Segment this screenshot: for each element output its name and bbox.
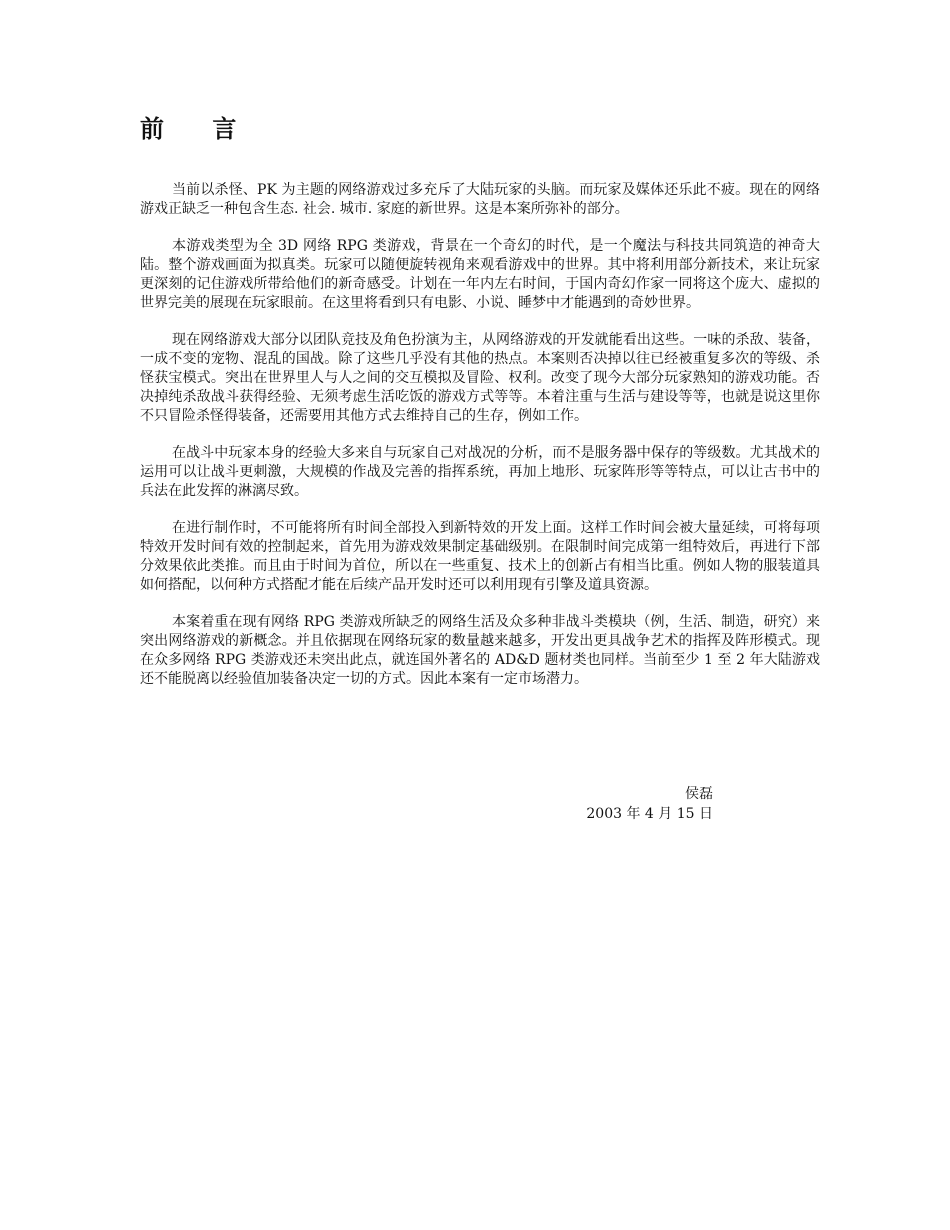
paragraph: 现在网络游戏大部分以团队竞技及角色扮演为主，从网络游戏的开发就能看出这些。一味的杀敌、装备，一成不变的宠物、混乱的国战。除了这些几乎没有其他的热点。本案则否决掉以往已经被重复多次的等级、杀怪获宝模式。突出在世界里人与人之间的交互模拟及冒险、权利。改变了现今大部分玩家熟知的游戏功能。否决掉纯杀敌战斗获得经验、无须考虑生活吃饭的游戏方式等等。本着注重与生活与建设等等，也就是说这里你不只冒险杀怪得装备，还需要用其他方式去维持自己的生存，例如工作。 [140,332,820,424]
author-name: 侯磊 [685,786,713,802]
signature-date: 2003 年 4 月 15 日 [586,806,713,822]
signature-block [586,784,713,824]
paragraph: 当前以杀怪、PK 为主题的网络游戏过多充斥了大陆玩家的头脑。而玩家及媒体还乐此不疲。现在的网络游戏正缺乏一种包含生态. 社会. 城市. 家庭的新世界。这是本案所弥补的部分。 [140,182,820,217]
paragraph: 本游戏类型为全 3D 网络 RPG 类游戏，背景在一个奇幻的时代，是一个魔法与科技共同筑造的神奇大陆。整个游戏画面为拟真类。玩家可以随便旋转视角来观看游戏中的世界。其中将利用部分新技术，来让玩家更深刻的记住游戏所带给他们的新奇感受。计划在一年内左右时间，于国内奇幻作家一同将这个庞大、虚拟的世界完美的展现在玩家眼前。在这里将看到只有电影、小说、睡梦中才能遇到的奇妙世界。 [140,238,820,311]
paragraph: 在进行制作时，不可能将所有时间全部投入到新特效的开发上面。这样工作时间会被大量延续，可将每项特效开发时间有效的控制起来，首先用为游戏效果制定基础级别。在限制时间完成第一组特效后，再进行下部分效果依此类推。而且由于时间为首位，所以在一些重复、技术上的创新占有相当比重。例如人物的服装道具如何搭配，以何种方式搭配才能在后续产品开发时还可以利用现有引擎及道具资源。 [140,520,820,593]
paragraph: 在战斗中玩家本身的经验大多来自与玩家自己对战况的分析，而不是服务器中保存的等级数。尤其战术的运用可以让战斗更刺激，大规模的作战及完善的指挥系统，再加上地形、玩家阵形等等特点，可以让古书中的兵法在此发挥的淋漓尽致。 [140,445,820,499]
paragraph: 本案着重在现有网络 RPG 类游戏所缺乏的网络生活及众多种非战斗类模块（例，生活、制造，研究）来突出网络游戏的新概念。并且依据现在网络玩家的数量越来越多，开发出更具战争艺术的指挥及阵形模式。现在众多网络 RPG 类游戏还未突出此点，就连国外著名的 AD&D 题材类也同样。当前至少 1 至 2 年大陆游戏还不能脱离以经验值加装备决定一切的方式。因此本案有一定市场潜力。 [140,614,820,687]
page-title: 前 言 [140,114,257,143]
preface-body [140,181,820,707]
